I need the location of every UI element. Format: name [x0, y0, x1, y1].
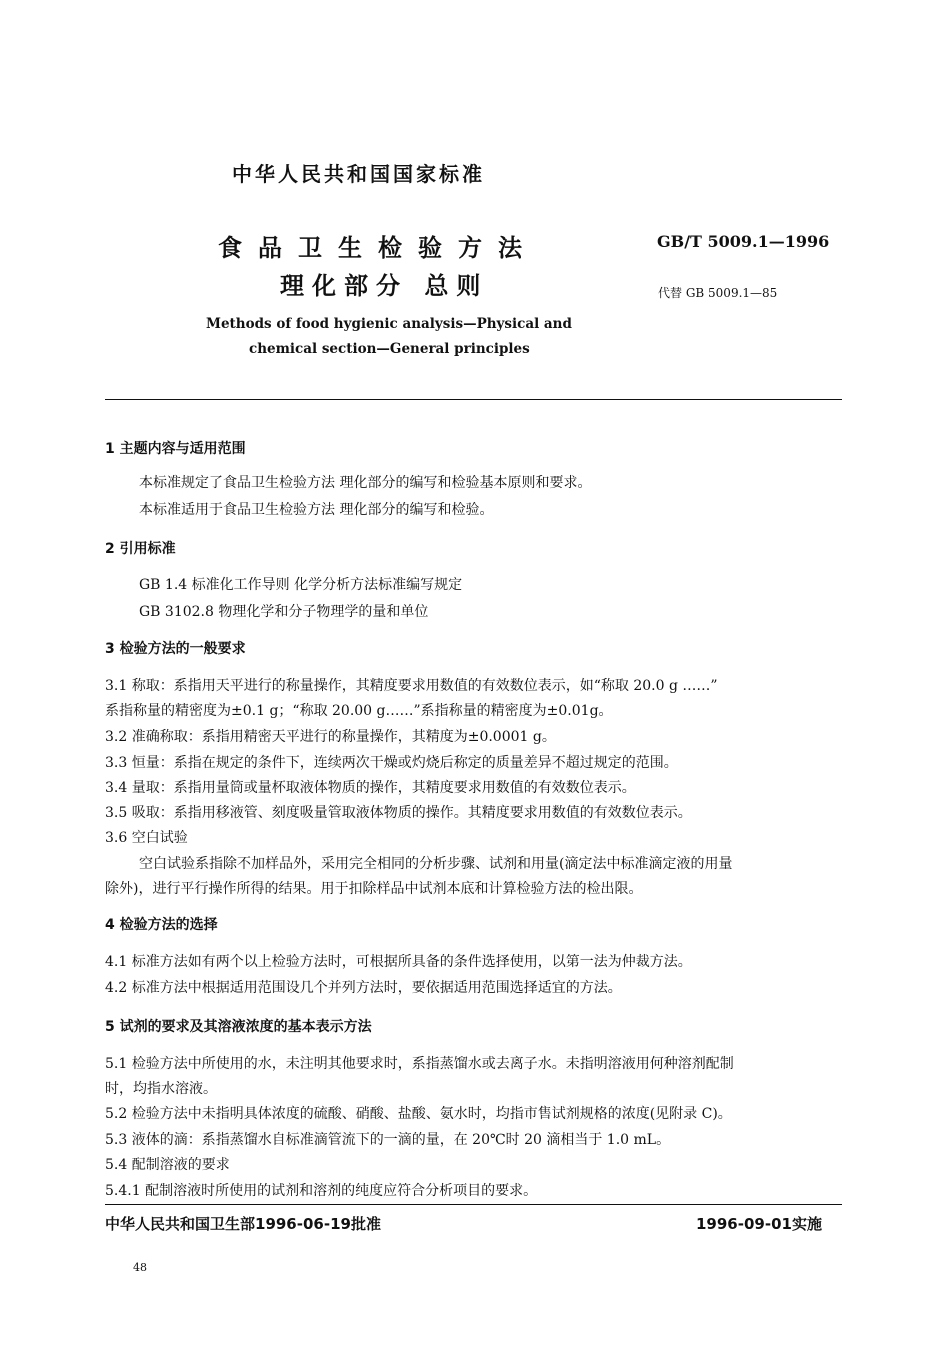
replaces-note: 代替 GB 5009.1—85 — [658, 286, 778, 300]
section-1-heading: 1 主题内容与适用范围 — [105, 441, 246, 457]
reference-item: GB 3102.8 物理化学和分子物理学的量和单位 — [139, 604, 429, 620]
clause-5-4: 5.4 配制溶液的要求 — [105, 1157, 230, 1173]
page-number: 48 — [133, 1261, 147, 1274]
clause-5-2: 5.2 检验方法中未指明具体浓度的硫酸、硝酸、盐酸、氨水时，均指市售试剂规格的浓度(见附录 C)。 — [105, 1106, 732, 1122]
section-1-paragraph: 本标准规定了食品卫生检验方法 理化部分的编写和检验基本原则和要求。 — [139, 475, 592, 491]
clause-4-2: 4.2 标准方法中根据适用范围设几个并列方法时，要依据适用范围选择适宜的方法。 — [105, 980, 622, 996]
clause-3-4: 3.4 量取：系指用量筒或量杯取液体物质的操作，其精度要求用数值的有效数位表示。 — [105, 780, 636, 796]
section-2-heading: 2 引用标准 — [105, 541, 176, 557]
clause-3-5: 3.5 吸取：系指用移液管、刻度吸量管取液体物质的操作。其精度要求用数值的有效数位表示。 — [105, 805, 692, 821]
section-3-heading: 3 检验方法的一般要求 — [105, 641, 246, 657]
clause-4-1: 4.1 标准方法如有两个以上检验方法时，可根据所具备的条件选择使用，以第一法为仲裁方法。 — [105, 954, 692, 970]
english-title-line1: Methods of food hygienic analysis—Physical and — [206, 316, 572, 332]
document-title-line2: 理化部分 总则 — [280, 272, 489, 300]
issue-approval: 中华人民共和国卫生部1996-06-19批准 — [105, 1215, 381, 1233]
header-divider — [105, 399, 842, 400]
document-title-line1: 食品卫生检验方法 — [218, 234, 538, 262]
national-standard-heading: 中华人民共和国国家标准 — [232, 162, 485, 186]
standard-number: GB/T 5009.1—1996 — [657, 232, 830, 251]
section-4-heading: 4 检验方法的选择 — [105, 917, 218, 933]
clause-3-6: 3.6 空白试验 — [105, 830, 188, 846]
clause-3-1-cont: 系指称量的精密度为±0.1 g；“称取 20.00 g……”系指称量的精密度为±0.01g。 — [105, 703, 613, 719]
footer-divider — [105, 1204, 842, 1205]
english-title-line2: chemical section—General principles — [249, 341, 530, 357]
clause-5-3: 5.3 液体的滴：系指蒸馏水自标准滴管流下的一滴的量，在 20℃时 20 滴相当于 1.0 mL。 — [105, 1132, 671, 1148]
clause-5-1: 5.1 检验方法中所使用的水，未注明其他要求时，系指蒸馏水或去离子水。未指明溶液用何种溶剂配制 — [105, 1056, 734, 1072]
section-1-paragraph: 本标准适用于食品卫生检验方法 理化部分的编写和检验。 — [139, 502, 494, 518]
clause-3-1: 3.1 称取：系指用天平进行的称量操作，其精度要求用数值的有效数位表示，如“称取 20.0 g ……” — [105, 678, 718, 694]
clause-5-1-cont: 时，均指水溶液。 — [105, 1081, 217, 1097]
clause-3-2: 3.2 准确称取：系指用精密天平进行的称量操作，其精度为±0.0001 g。 — [105, 729, 556, 745]
effective-date: 1996-09-01实施 — [696, 1215, 822, 1233]
clause-3-6-paragraph-cont: 除外)，进行平行操作所得的结果。用于扣除样品中试剂本底和计算检验方法的检出限。 — [105, 881, 643, 897]
reference-item: GB 1.4 标准化工作导则 化学分析方法标准编写规定 — [139, 577, 463, 593]
clause-3-6-paragraph: 空白试验系指除不加样品外，采用完全相同的分析步骤、试剂和用量(滴定法中标准滴定液的用量 — [139, 856, 733, 872]
clause-5-4-1: 5.4.1 配制溶液时所使用的试剂和溶剂的纯度应符合分析项目的要求。 — [105, 1183, 538, 1199]
clause-3-3: 3.3 恒量：系指在规定的条件下，连续两次干燥或灼烧后称定的质量差异不超过规定的范围。 — [105, 755, 678, 771]
section-5-heading: 5 试剂的要求及其溶液浓度的基本表示方法 — [105, 1019, 372, 1035]
